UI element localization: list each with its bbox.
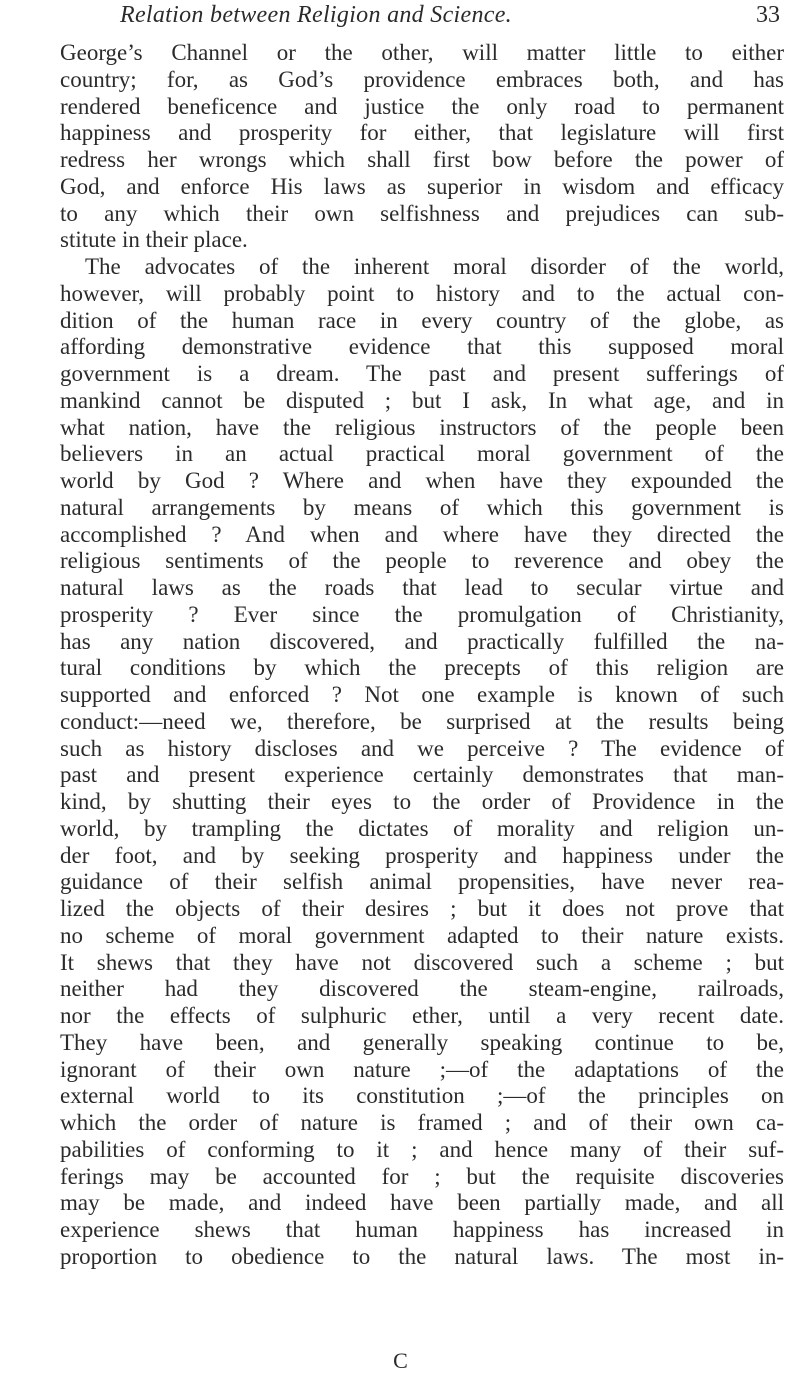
text-line: tural conditions by which the precepts of this religion are xyxy=(60,655,784,681)
running-head xyxy=(120,2,780,32)
text-line: nor the effects of sulphuric ether, until a very recent date. xyxy=(60,1003,784,1028)
text-line: prosperity ? Ever since the promulgation of Christianity, xyxy=(60,601,784,627)
text-line: rendered beneficence and justice the only road to permanent xyxy=(60,93,784,119)
text-line: experience shews that human happiness has increased in xyxy=(60,1217,784,1242)
text-line: world by God ? Where and when have they expounded the xyxy=(60,468,784,493)
text-line: redress her wrongs which shall first bow before the power of xyxy=(60,147,784,172)
text-line: to any which their own selfishness and prejudices can sub- xyxy=(60,200,784,226)
text-line: ferings may be accounted for ; but the requisite discoveries xyxy=(60,1163,784,1189)
text-line: no scheme of moral government adapted to their nature exists. xyxy=(60,922,784,948)
text-line: may be made, and indeed have been partially made, and all xyxy=(60,1190,784,1216)
text-line: past and present experience certainly demonstrates that man- xyxy=(60,762,784,788)
text-line: pabilities of conforming to it ; and hence many of their suf- xyxy=(60,1136,784,1162)
text-line: kind, by shutting their eyes to the order of Providence in the xyxy=(60,789,784,814)
text-line: has any nation discovered, and practically fulfilled the na- xyxy=(60,628,784,654)
text-line: what nation, have the religious instructors of the people been xyxy=(60,414,784,440)
text-line: country; for, as God’s providence embraces both, and has xyxy=(60,66,784,92)
text-line-paragraph-start: The advocates of the inherent moral disorder of the world, xyxy=(85,254,784,279)
text-line: der foot, and by seeking prosperity and happiness under the xyxy=(60,842,784,868)
text-line: happiness and prosperity for either, that legislature will first xyxy=(60,120,784,146)
text-line: ignorant of their own nature ;—of the adaptations of the xyxy=(60,1056,784,1082)
text-line: neither had they discovered the steam-engine, railroads, xyxy=(60,976,784,1002)
text-line: believers in an actual practical moral government of the xyxy=(60,441,784,467)
text-line: such as history discloses and we perceive ? The evidence of xyxy=(60,735,784,761)
text-line: dition of the human race in every country of the globe, as xyxy=(60,307,784,333)
page-number: 33 xyxy=(756,2,780,28)
text-line: natural laws as the roads that lead to secular virtue and xyxy=(60,575,784,600)
running-title: Relation between Religion and Science. xyxy=(120,2,512,28)
text-line-paragraph-end: stitute in their place. xyxy=(60,227,248,253)
text-line: They have been, and generally speaking continue to be, xyxy=(60,1029,784,1055)
text-line: conduct:—need we, therefore, be surprised at the results being xyxy=(60,708,784,734)
text-line: guidance of their selfish animal propensities, have never rea- xyxy=(60,869,784,895)
text-line: George’s Channel or the other, will matter little to either xyxy=(60,40,784,65)
text-line: government is a dream. The past and present sufferings of xyxy=(60,361,784,386)
text-line: lized the objects of their desires ; but it does not prove that xyxy=(60,896,784,921)
text-line: It shews that they have not discovered such a scheme ; but xyxy=(60,949,784,975)
text-line: religious sentiments of the people to reverence and obey the xyxy=(60,548,784,574)
signature-mark: C xyxy=(393,1348,408,1373)
body-text xyxy=(60,40,784,1271)
text-line: world, by trampling the dictates of morality and religion un- xyxy=(60,815,784,841)
text-line: God, and enforce His laws as superior in wisdom and efficacy xyxy=(60,173,784,199)
text-line: supported and enforced ? Not one example is known of such xyxy=(60,682,784,707)
text-line: however, will probably point to history and to the actual con- xyxy=(60,280,784,306)
text-line: natural arrangements by means of which this government is xyxy=(60,494,784,520)
text-line: external world to its constitution ;—of the principles on xyxy=(60,1083,784,1109)
text-line: mankind cannot be disputed ; but I ask, In what age, and in xyxy=(60,387,784,413)
text-line: affording demonstrative evidence that this supposed moral xyxy=(60,334,784,360)
text-line: proportion to obedience to the natural laws. The most in- xyxy=(60,1243,784,1269)
text-line: accomplished ? And when and where have they directed the xyxy=(60,521,784,547)
text-line: which the order of nature is framed ; and of their own ca- xyxy=(60,1110,784,1135)
